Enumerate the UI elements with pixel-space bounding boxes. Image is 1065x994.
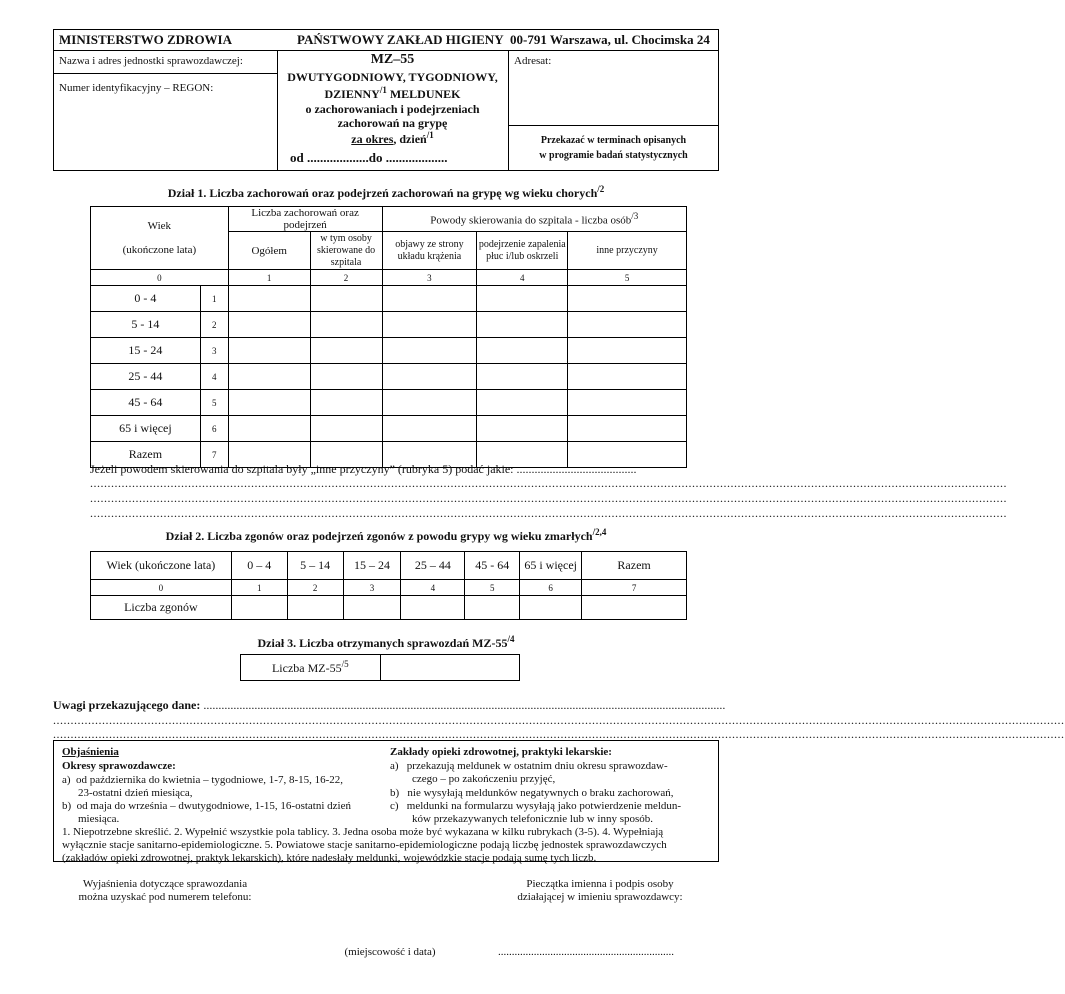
col-hospital-header: w tym osoby skierowane do szpitala [310, 232, 382, 270]
form-title-line-2: $DZIENNY^{/1}$ MELDUNEK [324, 85, 461, 101]
facilities-c-1: c) meldunki na formularzu wysyłają jako potwierdzenie meldun- [390, 800, 682, 812]
footnotes-line-1: 1. Niepotrzebne skreślić. 2. Wypełnić wszystkie pola tablicy. 3. Jedna osoba może być wykazana w kilku rubrykach (3-5). 4. Wypełniają [62, 826, 664, 838]
remarks-dots[interactable]: ................................................................................................................................................................................................................................................................................................. [53, 727, 1065, 741]
header-divider [53, 50, 719, 51]
signature-info-2: działającej w imieniu sprawozdawcy: [517, 891, 683, 903]
row-num: 2 [200, 312, 228, 338]
col-num-3: 3 [382, 270, 477, 286]
period-b-2: miesiąca. [78, 813, 120, 825]
ministry-name: MINISTERSTWO ZDROWIA [59, 32, 233, 47]
row-num: 4 [200, 364, 228, 390]
row-label: 25 - 44 [91, 364, 201, 390]
input-cell[interactable] [382, 416, 477, 442]
deaths-col-header: 65 i więcej [520, 552, 582, 580]
input-cell[interactable] [568, 286, 687, 312]
deaths-col-num: 6 [520, 580, 582, 596]
institute-name: PAŃSTWOWY ZAKŁAD HIGIENY [297, 32, 504, 47]
footnotes-line-2: wyłącznie stacje sanitarno-epidemiologiczne. 5. Powiatowe stacje sanitarno-epidemiologiczne podają liczbę jednostek sprawozdawczych [62, 839, 667, 851]
input-cell[interactable] [287, 596, 343, 620]
input-cell[interactable] [310, 312, 382, 338]
form-code: MZ–55 [370, 52, 415, 67]
deliver-note-1: Przekazać w terminach opisanych [540, 135, 687, 146]
input-cell[interactable] [343, 596, 401, 620]
period-line: za okres, dzień$^{/1}$ [351, 130, 434, 146]
other-reasons-note[interactable]: Jeżeli powodem skierowania do szpitala były „inne przyczyny” (rubryka 5) podać jakie: ........................................ [90, 462, 637, 476]
input-cell[interactable] [520, 596, 582, 620]
other-reasons-line[interactable]: ...................................................................................................................................................................................................................................................................... [90, 476, 1007, 490]
input-cell[interactable] [477, 390, 568, 416]
table-row [91, 364, 687, 390]
input-cell[interactable] [477, 338, 568, 364]
remarks-dots[interactable]: ................................................................................................................................................................................................................................................................................................. [53, 713, 1065, 727]
input-cell[interactable] [310, 286, 382, 312]
input-cell[interactable] [582, 596, 687, 620]
remarks-line[interactable]: Uwagi przekazującego dane: .............................................................................................................................................................................. [53, 698, 726, 712]
signature-info-1: Pieczątka imienna i podpis osoby [526, 878, 674, 890]
row-label: 15 - 24 [91, 338, 201, 364]
deaths-col-num: 5 [465, 580, 520, 596]
institute-address: 00-791 Warszawa, ul. Chocimska 24 [510, 32, 710, 47]
row-num: 5 [200, 390, 228, 416]
right-cell-divider [508, 125, 719, 126]
recipient-label: Adresat: [514, 55, 552, 67]
facilities-a-1: a) przekazują meldunek w ostatnim dniu okresu sprawozdaw- [390, 760, 668, 772]
deaths-col-header: 45 - 64 [465, 552, 520, 580]
facilities-title: Zakłady opieki zdrowotnej, praktyki lekarskie: [390, 746, 612, 758]
explanations-title: Objaśnienia [62, 746, 119, 758]
input-cell[interactable] [477, 286, 568, 312]
facilities-a-2: czego – po zakończeniu przyjęć, [412, 773, 556, 785]
input-cell[interactable] [568, 312, 687, 338]
deaths-col-header: 25 – 44 [401, 552, 465, 580]
input-cell[interactable] [228, 286, 310, 312]
cases-group-header: Liczba zachorowań oraz podejrzeń [228, 207, 382, 232]
input-cell[interactable] [310, 338, 382, 364]
age-header: Wiek (ukończone lata) [91, 207, 229, 270]
input-cell[interactable] [465, 596, 520, 620]
input-cell[interactable] [477, 416, 568, 442]
deaths-age-header: Wiek (ukończone lata) [91, 552, 232, 580]
reasons-group-header: Powody skierowania do szpitala - liczba osób$^{/3}$ [382, 207, 686, 232]
row-label: 45 - 64 [91, 390, 201, 416]
table-row [91, 312, 687, 338]
input-cell[interactable] [477, 364, 568, 390]
table-row [91, 338, 687, 364]
input-cell[interactable] [382, 338, 477, 364]
reports-count-label: Liczba $MZ-55^{/5}$ [241, 655, 381, 681]
row-num: 1 [200, 286, 228, 312]
regon-label: Numer identyfikacyjny – REGON: [59, 82, 214, 94]
reports-count-input[interactable] [380, 655, 519, 681]
input-cell[interactable] [568, 364, 687, 390]
input-cell[interactable] [568, 390, 687, 416]
period-a-2: 23-ostatni dzień miesiąca, [78, 787, 193, 799]
phone-info-1: Wyjaśnienia dotyczące sprawozdania [82, 878, 248, 890]
input-cell[interactable] [228, 416, 310, 442]
form-title-line-1: DWUTYGODNIOWY, TYGODNIOWY, [287, 70, 498, 84]
period-b-1: b) od maja do września – dwutygodniowe, 1-15, 16-ostatni dzień [62, 800, 351, 812]
col-num-5: 5 [568, 270, 687, 286]
col-num-2: 2 [310, 270, 382, 286]
row-num: 7 [200, 442, 228, 468]
section2-title: Dział 2. Liczba zgonów oraz podejrzeń zgonów z powodu grypy wg wieku zmarłych$^{/2,4}$ [165, 527, 607, 543]
deaths-col-num: 0 [91, 580, 232, 596]
input-cell[interactable] [382, 312, 477, 338]
periods-title: Okresy sprawozdawcze: [62, 760, 176, 772]
deaths-col-num: 7 [582, 580, 687, 596]
row-label: 0 - 4 [91, 286, 201, 312]
input-cell[interactable] [382, 286, 477, 312]
deaths-col-header: 15 – 24 [343, 552, 401, 580]
col-num-1: 1 [228, 270, 310, 286]
input-cell[interactable] [477, 312, 568, 338]
section2-table [90, 551, 687, 620]
input-cell[interactable] [568, 416, 687, 442]
row-label: 5 - 14 [91, 312, 201, 338]
row-num: 3 [200, 338, 228, 364]
col-circulatory-header: objawy ze strony układu krążenia [382, 232, 477, 270]
input-cell[interactable] [310, 390, 382, 416]
table-row [91, 286, 687, 312]
form-subtitle-2: zachorowań na grypę [337, 116, 448, 130]
period-a-1: a) od października do kwietnia – tygodniowe, 1-7, 8-15, 16-22, [62, 774, 344, 786]
other-reasons-line[interactable]: ...................................................................................................................................................................................................................................................................... [90, 506, 1007, 520]
section3-title: Dział 3. Liczba otrzymanych sprawozdań $MZ-55^{/4}$ [257, 634, 515, 650]
deaths-col-num: 3 [343, 580, 401, 596]
input-cell[interactable] [231, 596, 287, 620]
input-cell[interactable] [310, 416, 382, 442]
table-row [91, 416, 687, 442]
section1-table [90, 206, 687, 468]
input-cell[interactable] [382, 390, 477, 416]
phone-info-2: można uzyskać pod numerem telefonu: [78, 891, 252, 903]
footnotes-line-3: (zakładów opieki zdrowotnej, praktyk lekarskich), które nadesłały meldunki, wojewódzkie stacje podają sumę tych liczb. [62, 852, 597, 864]
row-label: 65 i więcej [91, 416, 201, 442]
col-num-0: 0 [91, 270, 229, 286]
facilities-c-2: ków przekazywanych telefonicznie lub w inny sposób. [412, 813, 654, 825]
section1-title: Dział 1. Liczba zachorowań oraz podejrzeń zachorowań na grypę wg wieku chorych$^{/2}$ [167, 184, 605, 200]
unit-name-label: Nazwa i adres jednostki sprawozdawczej: [59, 55, 243, 67]
input-cell[interactable] [228, 364, 310, 390]
signature-line[interactable]: ................................................................ [498, 946, 674, 958]
from-to-field[interactable]: od ...................do ................... [290, 150, 448, 165]
deaths-col-num: 1 [231, 580, 287, 596]
row-num: 6 [200, 416, 228, 442]
deaths-col-num: 2 [287, 580, 343, 596]
input-cell[interactable] [228, 338, 310, 364]
other-reasons-line[interactable]: ...................................................................................................................................................................................................................................................................... [90, 491, 1007, 505]
deaths-col-header: 0 – 4 [231, 552, 287, 580]
input-cell[interactable] [401, 596, 465, 620]
input-cell[interactable] [568, 338, 687, 364]
deaths-col-header: 5 – 14 [287, 552, 343, 580]
facilities-b: b) nie wysyłają meldunków negatywnych o braku zachorowań, [390, 787, 674, 799]
col-num-4: 4 [477, 270, 568, 286]
deaths-col-header: Razem [582, 552, 687, 580]
section3-table [240, 654, 520, 681]
input-cell[interactable] [228, 390, 310, 416]
input-cell[interactable] [228, 312, 310, 338]
deaths-col-num: 4 [401, 580, 465, 596]
input-cell[interactable] [382, 364, 477, 390]
table-row [91, 390, 687, 416]
place-date-label: (miejscowość i data) [344, 946, 436, 958]
input-cell[interactable] [310, 364, 382, 390]
col-other-header: inne przyczyny [568, 232, 687, 270]
deaths-row-label: Liczba zgonów [91, 596, 232, 620]
form-subtitle-1: o zachorowaniach i podejrzeniach [305, 102, 480, 116]
left-cell-divider [53, 73, 277, 74]
row-label: Razem [91, 442, 201, 468]
deliver-note-2: w programie badań statystycznych [539, 150, 688, 161]
col-total-header: Ogółem [228, 232, 310, 270]
col-pneumonia-header: podejrzenie zapalenia płuc i/lub oskrzeli [477, 232, 568, 270]
